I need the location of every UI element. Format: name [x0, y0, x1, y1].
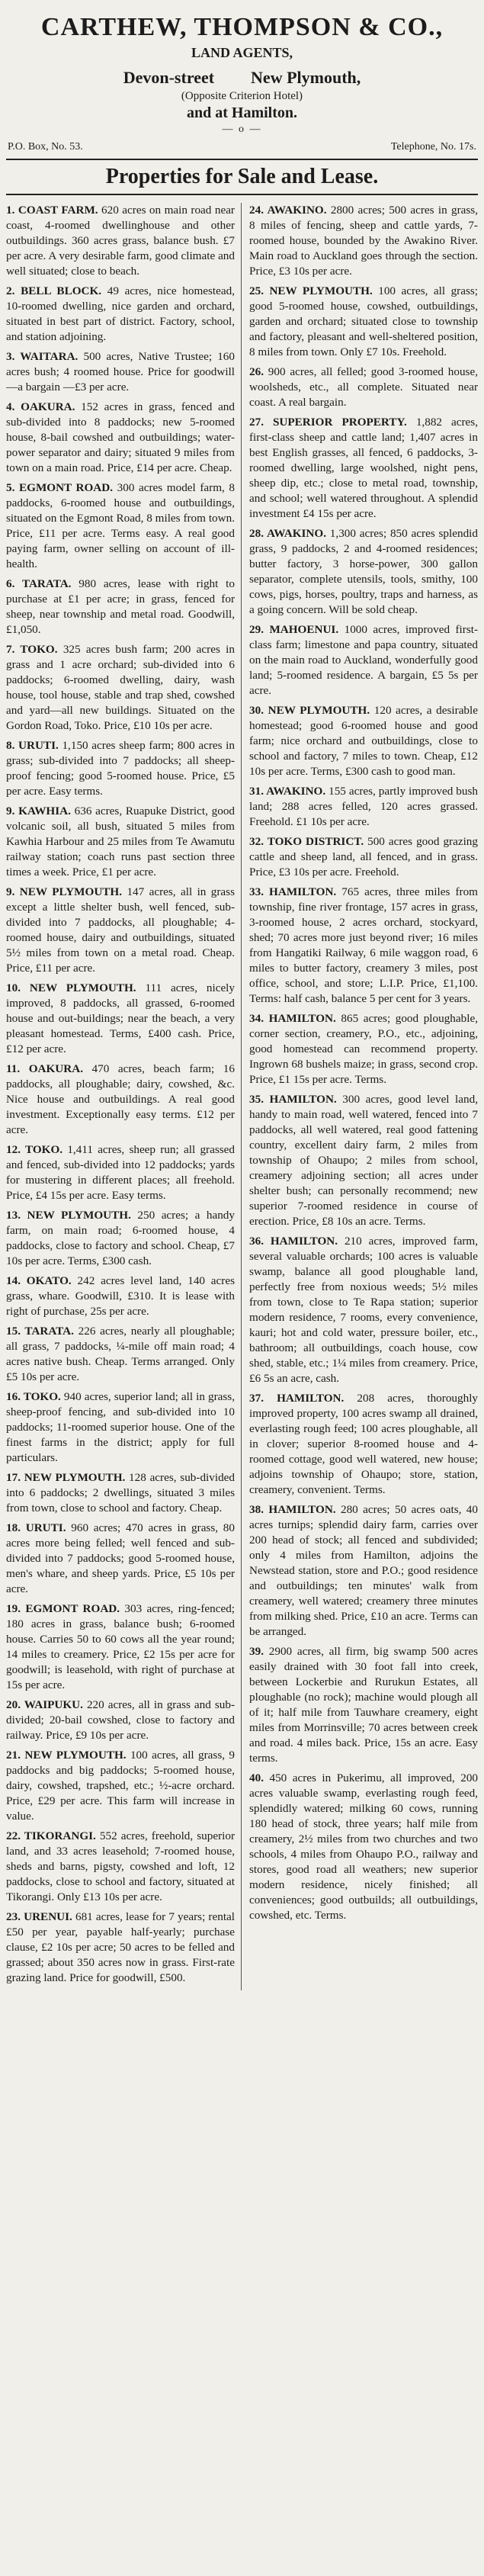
property-listing — [6, 1910, 235, 1986]
listing-text: 100 acres, all grass; good 5-roomed house, cowshed, outbuildings, garden and orchard; situated close to township and factory, pleasant and well-sheltered position, 8 miles from town. Only £7 10s. Freehold. — [249, 284, 478, 358]
listing-title: EGMONT ROAD. — [19, 481, 117, 494]
listing-title: URENUI. — [24, 1910, 75, 1923]
listing-title: AWAKINO. — [266, 527, 330, 540]
property-listing — [6, 400, 235, 476]
listing-text: 1,882 acres, first-class sheep and cattle land; 1,407 acres in best English grasses, all fenced, 6 paddocks, 3-roomed dwelling, large woolshed, night pens, sheep dip, etc.; close to metal road, township, and school; well watered throughout. A splendid investment £4 15s per acre. — [249, 416, 478, 520]
listing-text: 325 acres bush farm; 200 acres in grass and 1 acre orchard; sub-divided into 6 paddocks; 6-roomed dwelling, dairy, wash house, tool house, stable and trap shed, cowshed and yard—all new buildings. Situated on the Gordon Road, Toko. Price, £10 10s per acre. — [6, 643, 235, 732]
listing-text: 552 acres, freehold, superior land, and 33 acres leasehold; 7-roomed house, sheds and barns, pigsty, cowshed and loft, 12 paddocks, close to school and factory, situated at Tikorangi. Only £13 10s per acre. — [6, 1829, 236, 1903]
left-column — [6, 203, 242, 1990]
listing-title: SUPERIOR PROPERTY. — [272, 416, 416, 429]
listing-title: COAST FARM. — [18, 204, 102, 217]
listing-number: 29. — [249, 623, 270, 636]
listing-number: 30. — [249, 704, 268, 717]
masthead — [6, 12, 478, 136]
listing-text: 226 acres, nearly all ploughable; all grass, 7 paddocks, ¼-mile off main road; 4 acres native bush. Cheap. Terms arranged. Only £5 10s per acre. — [6, 1325, 235, 1383]
property-listing — [6, 1324, 235, 1385]
listing-title: NEW PLYMOUTH. — [269, 284, 379, 297]
listing-number: 2. — [6, 284, 21, 297]
listing-number: 13. — [6, 1209, 27, 1222]
listing-text: 900 acres, all felled; good 3-roomed house, woolsheds, etc., all complete. Situated near coast. A real bargain. — [249, 365, 479, 409]
listing-title: URUTI. — [18, 739, 63, 752]
listing-text: 500 acres, Native Trustee; 160 acres bush; 4 roomed house. Price for goodwill —a bargain —£3 per acre. — [6, 350, 235, 393]
listing-number: 38. — [249, 1503, 269, 1516]
listing-title: AWAKINO. — [267, 204, 331, 217]
property-listing — [249, 1234, 478, 1386]
property-listing — [6, 1274, 235, 1319]
listing-text: 2900 acres, all firm, big swamp 500 acres easily drained with 30 foot fall into creek, between Lockerbie and Rurukun Estates, all ploughable (no rock); machine would plough all of it; half mile from Tauwhare creamery, eight miles from Morrinsville; 70 acres between creek and road. 4 miles back. Price, 15s an acre. Easy terms. — [249, 1645, 478, 1765]
listing-title: HAMILTON. — [268, 1012, 341, 1025]
property-listing — [6, 981, 235, 1057]
listing-title: HAMILTON. — [277, 1392, 357, 1405]
city-name: New Plymouth, — [251, 68, 361, 87]
property-listing — [249, 885, 478, 1007]
listing-text: 960 acres; 470 acres in grass, 80 acres more being felled; well fenced and sub-divided into 7 paddocks; good 5-roomed house, men's whare, and sheep yards. Price, £5 10s per acre. — [6, 1521, 235, 1595]
listing-number: 20. — [6, 1698, 24, 1711]
listing-text: 1,150 acres sheep farm; 800 acres in grass; sub-divided into 7 paddocks; all sheep-proof fencing; good 5-roomed house. Price, £5 per acre. Easy terms. — [6, 739, 235, 798]
property-listing — [6, 480, 235, 572]
listing-title: OKATO. — [26, 1274, 78, 1287]
address-note: (Opposite Criterion Hotel) — [181, 90, 303, 102]
listing-text: 220 acres, all in grass and sub-divided; 20-bail cowshed, close to factory and railway. Price, £9 10s per acre. — [6, 1698, 235, 1742]
property-listing — [249, 622, 478, 699]
telephone: Telephone, No. 17s. — [390, 141, 476, 153]
listing-number: 26. — [249, 365, 268, 378]
listing-number: 8. — [6, 739, 19, 752]
listing-number: 23. — [6, 1910, 24, 1923]
branch-line: and at Hamilton. — [186, 104, 298, 121]
property-listing — [6, 1062, 235, 1138]
listing-number: 35. — [249, 1093, 270, 1106]
listing-text: 1,411 acres, sheep run; all grassed and fenced, sub-divided into 12 paddocks; yards for mustering in different places; all freehold. Price, £4 15s per acre. Easy terms. — [6, 1143, 235, 1202]
listing-text: 250 acres; a handy farm, on main road; 6-roomed house, 4 paddocks, close to factory and school. Cheap, £7 10s per acre. Terms, £300 cash. — [6, 1209, 235, 1267]
section-title: Properties for Sale and Lease. — [6, 159, 478, 195]
street-name: Devon-street — [123, 68, 215, 87]
listing-title: HAMILTON. — [269, 885, 342, 898]
listing-text: 980 acres, lease with right to purchase at £1 per acre; in grass, fenced for sheep, near township and metal road. Goodwill, £1,050. — [6, 577, 235, 636]
property-listing — [249, 365, 478, 410]
listing-title: URUTI. — [25, 1521, 72, 1534]
listing-number: 18. — [6, 1521, 26, 1534]
listing-title: NEW PLYMOUTH. — [27, 1209, 138, 1222]
listing-number: 24. — [249, 204, 268, 217]
listing-number: 39. — [249, 1645, 269, 1658]
listing-text: 100 acres, all grass, 9 paddocks and big paddocks; 5-roomed house, dairy, cowshed, trapshed, etc.; ½-acre orchard. Price, £29 per acre. This farm will increase in value. — [6, 1749, 235, 1823]
property-listing — [6, 1521, 235, 1597]
listing-title: WAIPUKU. — [24, 1698, 87, 1711]
property-listing — [6, 577, 235, 638]
listing-number: 1. — [6, 204, 18, 217]
po-box: P.O. Box, No. 53. — [8, 141, 83, 153]
listing-title: HAMILTON. — [268, 1503, 341, 1516]
listing-number: 34. — [249, 1012, 269, 1025]
property-listing — [6, 804, 235, 880]
listing-text: 208 acres, thoroughly improved property, 100 acres swamp all drained, everlasting rough feed; 100 acres ploughable, all in clover; superior 8-roomed house and 4-roomed cottage, good well watered, new house; adjoins township of Ohaupo; store, station, creamery, convenient. Terms. — [249, 1392, 479, 1496]
listing-title: EGMONT ROAD. — [25, 1602, 125, 1615]
listing-number: 6. — [6, 577, 22, 590]
listing-number: 27. — [249, 416, 273, 429]
listing-text: 865 acres; good ploughable, corner section, creamery, P.O., etc., adjoining, good homestead can recommend property. Ingrown 68 bushels maize; in grass, second crop. Price, £1 15s per acre. Terms. — [249, 1012, 478, 1086]
listing-number: 37. — [249, 1392, 277, 1405]
listing-title: HAMILTON. — [269, 1093, 343, 1106]
right-column — [249, 203, 478, 1990]
listing-number: 17. — [6, 1471, 24, 1484]
property-listing — [6, 1208, 235, 1269]
listing-text: 49 acres, nice homestead, 10-roomed dwelling, nice garden and orchard, situated in best part of district. Factory, school, and station adjoining. — [6, 284, 236, 343]
property-listing — [6, 203, 235, 279]
listing-title: TARATA. — [24, 1325, 79, 1338]
listing-title: NEW PLYMOUTH. — [24, 1471, 130, 1484]
address-row — [6, 67, 478, 88]
listing-title: NEW PLYMOUTH. — [19, 885, 127, 898]
listing-number: 31. — [249, 785, 267, 798]
property-listing — [249, 1391, 478, 1498]
ornament-divider: — o — — [222, 124, 262, 135]
listing-title: OAKURA. — [21, 400, 82, 413]
listing-number: 7. — [6, 643, 21, 656]
property-listing — [6, 642, 235, 734]
listing-title: NEW PLYMOUTH. — [24, 1749, 130, 1762]
property-listing — [249, 526, 478, 618]
listing-number: 32. — [249, 835, 268, 848]
listing-title: TOKO. — [20, 643, 63, 656]
listing-text: 636 acres, Ruapuke District, good volcanic soil, all bush, situated 5 miles from Kawhia Harbour and 25 miles from Te Awamutu railway station; coach runs past section three times a week. Price, £1 per acre. — [6, 805, 236, 878]
listing-title: NEW PLYMOUTH. — [268, 704, 374, 717]
property-listing — [6, 1601, 235, 1693]
property-listing — [249, 1644, 478, 1766]
listing-number: 5. — [6, 481, 19, 494]
property-listing — [249, 284, 478, 360]
listing-title: AWAKINO. — [266, 785, 329, 798]
property-listing — [6, 1748, 235, 1824]
listing-text: 242 acres level land, 140 acres grass, whare. Goodwill, £310. It is lease with right of purchase, 25s per acre. — [6, 1274, 236, 1318]
listing-number: 4. — [6, 400, 21, 413]
listing-text: 681 acres, lease for 7 years; rental £50 per year, payable half-yearly; purchase clause, £2 10s per acre; 50 acres to be felled and grassed; about 350 acres now in grass. First-rate grazing land. Price for goodwill, £500. — [6, 1910, 236, 1984]
listing-number: 14. — [6, 1274, 27, 1287]
listing-title: TOKO DISTRICT. — [267, 835, 368, 848]
listing-text: 280 acres; 50 acres oats, 40 acres turnips; splendid dairy farm, carries over 200 head of stock; all fenced and subdivided; only 4 miles from Hamilton, adjoins the Newstead station, store and P.O.; good residence and outbuildings; ten minutes' walk from creamery, well watered; creamery three minutes from milking shed. Price, £10 an acre. Terms can be arranged. — [249, 1503, 478, 1638]
listing-text: 940 acres, superior land; all in grass, sheep-proof fencing, and sub-divided into 10 paddocks; 11-roomed superior house. One of the finest farms in the district; apply for full particulars. — [6, 1390, 235, 1464]
listing-text: 620 acres on main road near coast, 4-roomed dwellinghouse and other outbuildings. 360 acres grass, balance bush. £7 per acre. A very desirable farm, good climate and well situated; close to beach. — [6, 204, 235, 278]
property-listing — [249, 1011, 478, 1087]
listing-title: TOKO. — [23, 1390, 64, 1403]
listing-title: HAMILTON. — [270, 1235, 345, 1248]
listing-text: 111 acres, nicely improved, 8 paddocks, all grassed, 6-roomed house and out-buildings; near the beach, a very pleasant homestead. Terms, £400 cash. Price, £12 per acre. — [6, 981, 235, 1055]
property-listing — [249, 703, 478, 779]
listing-number: 16. — [6, 1390, 24, 1403]
firm-subtitle: LAND AGENTS, — [191, 45, 293, 60]
listing-number: 19. — [6, 1602, 26, 1615]
listing-title: TIKORANGI. — [24, 1829, 100, 1842]
property-listing — [6, 885, 235, 976]
listing-title: BELL BLOCK. — [21, 284, 107, 297]
firm-name: CARTHEW, THOMPSON & CO., — [40, 13, 444, 41]
listing-text: 300 acres, good level land, handy to main road, well watered, fenced into 7 paddocks, all well watered, real good fattening country, excellent dairy farm, 2 miles from township of Ohaupo; 2 miles from school, creamery adjoining section; all acres under shelter bush; can personally recommend; new superior 7-roomed residence in course of erection. Price, £8 10s an acre. Terms. — [249, 1093, 479, 1228]
listing-text: 765 acres, three miles from township, fine river frontage, 157 acres in grass, 3-roomed house, 2 acres orchard, stockyard, shed; 70 acres more just beyond river; 16 miles from Hangatiki Railway, 6 mile waggon road, 6 miles to butter factory, creamery 3 miles, post office, school, and store; L.I.P. Price, £1,100. Terms: half cash, balance 5 per cent for 3 years. — [249, 885, 478, 1005]
listing-text: 300 acres model farm, 8 paddocks, 6-roomed house and outbuildings, situated on the Egmont Road, 8 miles from town. Price, £11 per acre. Terms easy. A real good paying farm, owner selling on account of ill-health. — [6, 481, 236, 570]
listing-text: 450 acres in Pukerimu, all improved, 200 acres valuable swamp, everlasting rough feed, splendidly watered; milking 60 cows, running 180 head of stock, three years; half mile from creamery, 2½ miles from two churches and two schools, 4 miles from Ohaupo P.O., railway and stores, good road all weathers; new superior modern residence, nicely finished; all conveniences; good outbuilds; all outbuildings, cowshed, etc. Terms. — [249, 1771, 479, 1922]
listing-text: 470 acres, beach farm; 16 paddocks, all ploughable; dairy, cowshed, &c. Nice house and outbuildings. A real good investment. Exceptionally easy terms. £12 per acre. — [6, 1062, 235, 1136]
listing-number: 15. — [6, 1325, 25, 1338]
listing-title: NEW PLYMOUTH. — [29, 981, 146, 994]
listing-number: 9. — [6, 885, 20, 898]
listing-title: KAWHIA. — [18, 805, 75, 817]
listing-number: 12. — [6, 1143, 25, 1156]
property-listing — [6, 349, 235, 395]
listing-text: 147 acres, all in grass except a little shelter bush, well fenced, sub-divided into 7 paddocks, all ploughable; 4-roomed house, dairy and outbuildings, situated 5½ miles from town on a metal road. Cheap. Price, £11 per acre. — [6, 885, 235, 975]
property-listing — [6, 1389, 235, 1466]
property-listing — [6, 284, 235, 345]
listing-text: 120 acres, a desirable homestead; good 6-roomed house and good farm; nice orchard and outbuildings, close to school and factory, 7 miles to town. Cheap, £12 10s per acre. Terms, £300 cash to good man. — [249, 704, 478, 778]
listing-text: 500 acres good grazing cattle and sheep land, all fenced, and in grass. Price, £3 10s per acre. Freehold. — [249, 835, 478, 878]
property-listing — [249, 1502, 478, 1640]
contact-row — [8, 140, 476, 154]
listing-number: 40. — [249, 1771, 270, 1784]
listing-columns — [6, 203, 478, 1990]
listing-title: MAHOENUI. — [269, 623, 345, 636]
listing-number: 3. — [6, 350, 21, 363]
listing-title: TOKO. — [24, 1143, 68, 1156]
property-listing — [249, 1771, 478, 1923]
property-listing — [6, 1142, 235, 1203]
property-listing — [249, 1092, 478, 1229]
listing-text: 210 acres, improved farm, several valuable orchards; 100 acres is valuable swamp, balance all good ploughable land, perfectly free from noxious weeds; 5½ miles from town, close to Te Rapa station; superior modern residence, 7 rooms, every convenience, kauri; hot and cold water, pressure boiler, etc., bathroom; all outbuildings, coach house, cow shed, stable, etc.; 1¼ miles from creamery. Price, £6 5s an acre, cash. — [249, 1235, 478, 1385]
listing-number: 9. — [6, 805, 19, 817]
listing-number: 36. — [249, 1235, 271, 1248]
property-listing — [6, 738, 235, 799]
property-listing — [249, 203, 478, 279]
listing-number: 33. — [249, 885, 270, 898]
listing-number: 25. — [249, 284, 270, 297]
listing-text: 1000 acres, improved first-class farm; limestone and papa country, situated on the main road to Auckland, wonderfully good land; 5-roomed residence. A bargain, £5 5s per acre. — [249, 623, 479, 697]
property-listing — [6, 1470, 235, 1516]
listing-number: 22. — [6, 1829, 24, 1842]
listing-title: OAKURA. — [28, 1062, 92, 1075]
property-listing — [6, 1829, 235, 1905]
property-listing — [249, 834, 478, 880]
listing-text: 155 acres, partly improved bush land; 288 acres felled, 120 acres grassed. Freehold. £1 10s per acre. — [249, 785, 478, 828]
listing-number: 21. — [6, 1749, 25, 1762]
listing-text: 152 acres in grass, fenced and sub-divided into 8 paddocks; new 5-roomed house, 8-bail cowshed and outbuildings; water-power separator and dairy; situated 9 miles from town on a main road. Price, £14 per acre. Cheap. — [6, 400, 235, 474]
listing-number: 10. — [6, 981, 30, 994]
listing-number: 11. — [6, 1062, 29, 1075]
property-listing — [249, 784, 478, 830]
property-listing — [6, 1698, 235, 1743]
listing-text: 303 acres, ring-fenced; 180 acres in grass, balance bush; 6-roomed house. Carries 50 to 60 cows all the year round; 14 miles to creamery. Price, £2 15s per acre for goodwill; is leasehold, with right of purchase at 15s per acre. — [6, 1602, 236, 1691]
listing-number: 28. — [249, 527, 267, 540]
listing-title: WAITARA. — [20, 350, 84, 363]
listing-text: 2800 acres; 500 acres in grass, 8 miles of fencing, sheep and cattle yards, 7-roomed house, bounded by the Awakino River. Main road to Auckland goes through the section. Price, £3 10s per acre. — [249, 204, 478, 278]
listing-title: TARATA. — [21, 577, 79, 590]
listing-text: 128 acres, sub-divided into 6 paddocks; 2 dwellings, situated 3 miles from town, close to school and factory. Cheap. — [6, 1471, 235, 1514]
property-listing — [249, 415, 478, 522]
listing-text: 1,300 acres; 850 acres splendid grass, 9 paddocks, 2 and 4-roomed residences; butter factory, 3 horse-power, 300 gallon separator, complete utensils, tools, smithy, 100 cows, pigs, horses, poultry, traps and harness, as a going concern. Will be sold cheap. — [249, 527, 478, 616]
